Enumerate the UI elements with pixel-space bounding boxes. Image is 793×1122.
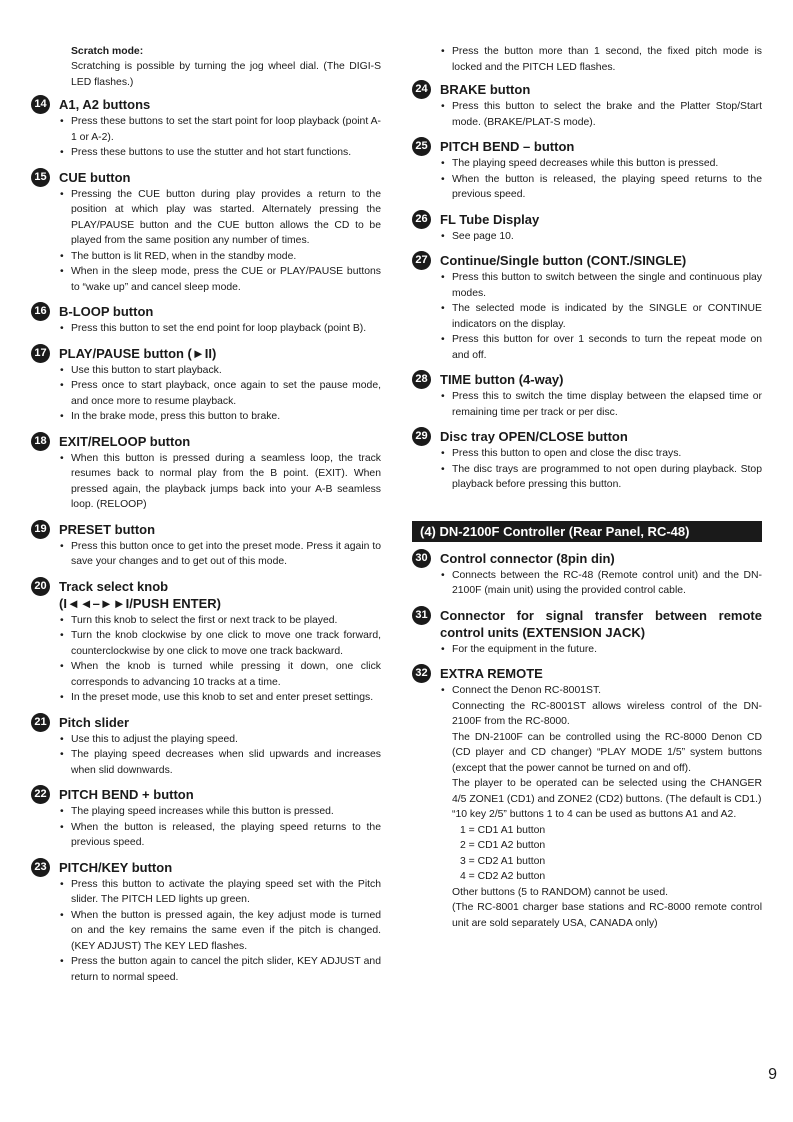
section-title: FL Tube Display — [440, 211, 540, 227]
bullet-item: • Press this to switch the time display between the elapsed time or remaining time per track or per disc. — [440, 389, 762, 420]
section-number-badge: 21 — [31, 713, 50, 732]
section-number-badge: 32 — [412, 664, 431, 683]
bullet-item: • Press this button to set the end point for loop playback (point B). — [59, 321, 381, 337]
list-item: 2 = CD1 A2 button — [460, 840, 546, 851]
section-disc-tray-button — [412, 428, 762, 493]
section-b-loop-button — [31, 303, 381, 337]
section-title: Track select knob — [59, 578, 169, 594]
section-fl-tube-display — [412, 211, 762, 245]
section-number-badge: 26 — [412, 210, 431, 229]
bullet-item: • When the button is released, the playing speed returns to the previous speed. — [59, 820, 381, 851]
paragraph: Connecting the RC-8001ST allows wireless control of the DN-2100F from the RC-8000. — [452, 700, 762, 727]
section-title: PITCH BEND – button — [440, 139, 575, 154]
scratch-mode-title: Scratch mode: — [71, 46, 144, 57]
paragraph: “10 key 2/5” buttons 1 to 4 can be used as buttons A1 and A2. — [452, 809, 737, 820]
list-item: 4 = CD2 A2 button — [460, 871, 546, 882]
section-number-badge: 31 — [412, 606, 431, 625]
bullet-item: • When in the sleep mode, press the CUE or PLAY/PAUSE buttons to “wake up” and cancel sleep mode. — [59, 264, 381, 295]
bullet-item: • Use this to adjust the playing speed. — [59, 732, 381, 748]
bullet-item: • Press this button for over 1 seconds to turn the repeat mode on and off. — [440, 332, 762, 363]
section-number-badge: 23 — [31, 858, 50, 877]
section-title: BRAKE button — [440, 82, 531, 97]
section-number-badge: 14 — [31, 95, 50, 114]
section-title: Connector for signal transfer between remote control units (EXTENSION JACK) — [440, 607, 762, 640]
paragraph: Other buttons (5 to RANDOM) cannot be used. — [452, 886, 668, 898]
bullet-item: • When the knob is turned while pressing it down, one click corresponds to advancing 10 tracks at a time. — [59, 659, 381, 690]
section-extension-jack — [412, 607, 762, 658]
section-number-badge: 22 — [31, 785, 50, 804]
section-exit-reloop-button — [31, 433, 381, 513]
cd-button-list — [440, 823, 762, 885]
bullet-item: • See page 10. — [440, 229, 762, 245]
bullet-item: • Press the button again to cancel the pitch slider, KEY ADJUST and return to normal speed. — [59, 954, 381, 985]
bullet-item: • For the equipment in the future. — [440, 642, 762, 658]
section-number-badge: 16 — [31, 302, 50, 321]
bullet-item: • When the button is pressed again, the key adjust mode is turned on and the key remains the same even if the pitch is changed. (KEY ADJUST) The KEY LED flashes. — [59, 908, 381, 955]
section-number-badge: 27 — [412, 251, 431, 270]
section-pitch-bend-plus-button — [31, 786, 381, 851]
bullet-item: • The selected mode is indicated by the SINGLE or CONTINUE indicators on the display. — [440, 301, 762, 332]
section-number-badge: 28 — [412, 370, 431, 389]
bullet-item: • Press once to start playback, once again to set the pause mode, and once more to resume playback. — [59, 378, 381, 409]
right-column — [412, 44, 762, 939]
section-title: B-LOOP button — [59, 304, 154, 319]
scratch-mode-text: Scratching is possible by turning the jog wheel dial. (The DIGI-S LED flashes.) — [71, 61, 381, 88]
bullet-item: • Use this button to start playback. — [59, 363, 381, 379]
bullet-item: • Connect the Denon RC-8001ST. — [440, 683, 762, 699]
section-title: CUE button — [59, 169, 131, 185]
section-pitch-key-button — [31, 859, 381, 986]
section-number-badge: 18 — [31, 432, 50, 451]
section-title: PITCH BEND + button — [59, 787, 194, 802]
bullet-item: • Connects between the RC-48 (Remote control unit) and the DN-2100F (main unit) using the provided control cable. — [440, 568, 762, 599]
left-column — [31, 44, 381, 993]
section-a1-a2-buttons — [31, 96, 381, 161]
bullet-item: • Turn this knob to select the first or next track to be played. — [59, 613, 381, 629]
paragraph: The player to be operated can be selected using the CHANGER 4/5 ZONE1 (CD1) and ZONE2 (CD2) buttons. (The default is CD1.) — [452, 778, 762, 805]
bullet-item: • When the button is released, the playing speed returns to the previous speed. — [440, 172, 762, 203]
section-title: Disc tray OPEN/CLOSE button — [440, 429, 628, 444]
section-title: PRESET button — [59, 521, 156, 537]
section-extra-remote — [412, 665, 762, 931]
section-cue-button — [31, 169, 381, 296]
section-title: EXIT/RELOOP button — [59, 433, 191, 449]
list-item: 3 = CD2 A1 button — [460, 855, 546, 867]
bullet-item: • In the preset mode, use this knob to set and enter preset settings. — [59, 690, 381, 706]
bullet-item: • The playing speed decreases while this button is pressed. — [440, 156, 762, 172]
bullet-item: • Press these buttons to use the stutter and hot start functions. — [59, 145, 381, 161]
section-control-connector — [412, 550, 762, 599]
bullet-item: • The playing speed increases while this button is pressed. — [59, 804, 381, 820]
section-number-badge: 20 — [31, 577, 50, 596]
section-number-badge: 30 — [412, 549, 431, 568]
bullet-item: • Press these buttons to set the start point for loop playback (point A-1 or A-2). — [59, 114, 381, 145]
section-track-select-knob — [31, 578, 381, 706]
bullet-item: • Press the button more than 1 second, the fixed pitch mode is locked and the PITCH LED flashes. — [440, 44, 762, 75]
section-title: Pitch slider — [59, 714, 130, 730]
bullet-item: • Press this button to switch between the single and continuous play modes. — [440, 270, 762, 301]
bullet-item: • When this button is pressed during a seamless loop, the track resumes back to normal play from the B point. (EXIT). When pressed again, the playback jumps back into your A-B seamless loop. (RELOOP) — [59, 451, 381, 513]
section-number-badge: 29 — [412, 427, 431, 446]
bullet-item: • In the brake mode, press this button to brake. — [59, 409, 381, 425]
section-number-badge: 24 — [412, 80, 431, 99]
bullet-item: • Turn the knob clockwise by one click to move one track forward, counterclockwise by one click to move one track backward. — [59, 628, 381, 659]
bullet-item: • Press this button to select the brake and the Platter Stop/Start mode. (BRAKE/PLAT-S mode). — [440, 99, 762, 130]
bullet-item: • Press this button to activate the playing speed set with the Pitch slider. The PITCH LED lights up green. — [59, 877, 381, 908]
section-pitch-bend-minus-button — [412, 138, 762, 203]
scratch-mode-block — [31, 44, 381, 90]
section-continue-single-button — [412, 252, 762, 363]
bullet-item: • The playing speed decreases when slid upwards and increases when slid downwards. — [59, 747, 381, 778]
bullet-item: • Press this button once to get into the preset mode. Press it again to save your changes and to get out of this mode. — [59, 539, 381, 570]
section-banner-rear-panel: (4) DN-2100F Controller (Rear Panel, RC-48) — [412, 521, 762, 542]
paragraph: The DN-2100F can be controlled using the RC-8000 Denon CD (CD player and CD changer) “PLAY MODE 1/5” system buttons (except that the power cannot be turned on and off). — [452, 731, 762, 774]
section-brake-button — [412, 81, 762, 130]
list-item: 1 = CD1 A1 button — [460, 824, 546, 836]
section-title: A1, A2 buttons — [59, 97, 151, 112]
section-preset-button — [31, 521, 381, 570]
section-number-badge: 25 — [412, 137, 431, 156]
section-title: PLAY/PAUSE button (►II) — [59, 345, 217, 361]
paragraph: (The RC-8001 charger base stations and RC-8000 remote control unit are sold separately USA, CANADA only) — [452, 902, 762, 929]
section-number-badge: 19 — [31, 520, 50, 539]
section-subtitle: (I◄◄–►►I/PUSH ENTER) — [59, 595, 221, 611]
bullet-item: • The button is lit RED, when in the standby mode. — [59, 249, 381, 265]
section-title: Continue/Single button (CONT./SINGLE) — [440, 253, 687, 268]
section-number-badge: 17 — [31, 344, 50, 363]
bullet-item: • Press this button to open and close the disc trays. — [440, 446, 762, 462]
section-title: Control connector (8pin din) — [440, 550, 615, 566]
section-title: TIME button (4-way) — [440, 372, 564, 387]
section-number-badge: 15 — [31, 168, 50, 187]
page-number: 9 — [768, 1066, 777, 1083]
section-title: PITCH/KEY button — [59, 859, 173, 875]
section-time-button — [412, 371, 762, 420]
section-play-pause-button — [31, 345, 381, 425]
section-pitch-slider — [31, 714, 381, 779]
bullet-item: • The disc trays are programmed to not open during playback. Stop playback before pressing this button. — [440, 462, 762, 493]
section-title: EXTRA REMOTE — [440, 666, 543, 681]
section-pitch-key-continued — [412, 44, 762, 75]
bullet-item: • Pressing the CUE button during play provides a return to the position at which play was started. Alternately pressing the PLAY/PAUSE button and the CUE button allows the CD to be played from the same position any number of times. — [59, 187, 381, 249]
